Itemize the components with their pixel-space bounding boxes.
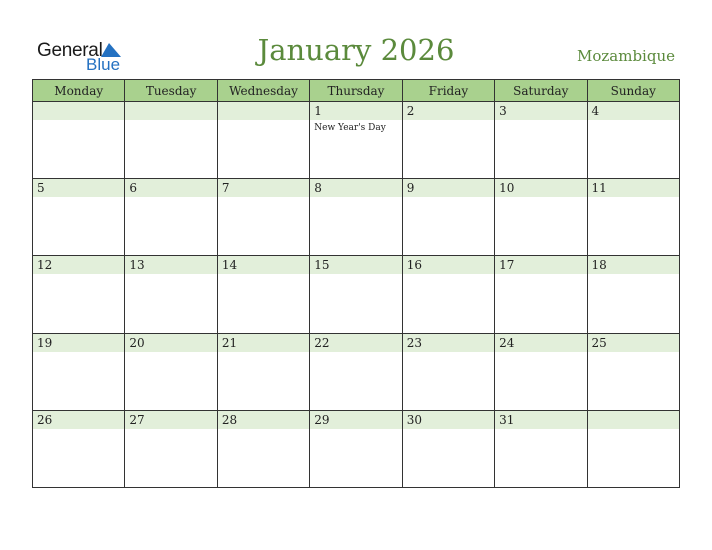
day-number: 29 [310, 411, 401, 429]
day-number: 27 [125, 411, 216, 429]
weekday-header: Thursday [310, 80, 402, 102]
day-number: 23 [403, 334, 494, 352]
day-cell [495, 410, 587, 487]
day-cell [402, 179, 494, 256]
day-number: 7 [218, 179, 309, 197]
calendar-title: January 2026 [257, 33, 455, 67]
day-cell [33, 410, 125, 487]
day-cell [217, 333, 309, 410]
day-cell [402, 102, 494, 179]
day-cell [217, 179, 309, 256]
day-number: 12 [33, 256, 124, 274]
day-cell [217, 102, 309, 179]
day-number: 9 [403, 179, 494, 197]
day-number: 18 [588, 256, 679, 274]
day-number: 1 [310, 102, 401, 120]
weekday-header: Friday [402, 80, 494, 102]
day-number [125, 102, 216, 120]
day-cell [310, 256, 402, 333]
day-number: 22 [310, 334, 401, 352]
day-number: 4 [588, 102, 679, 120]
day-number: 20 [125, 334, 216, 352]
day-cell [310, 179, 402, 256]
weekday-header-row [33, 80, 680, 102]
day-number: 30 [403, 411, 494, 429]
day-number: 11 [588, 179, 679, 197]
week-row [33, 333, 680, 410]
weekday-header: Tuesday [125, 80, 217, 102]
day-number: 13 [125, 256, 216, 274]
day-cell [125, 102, 217, 179]
day-number: 25 [588, 334, 679, 352]
day-number [33, 102, 124, 120]
day-number: 10 [495, 179, 586, 197]
day-number: 28 [218, 411, 309, 429]
weekday-header: Monday [33, 80, 125, 102]
day-number: 3 [495, 102, 586, 120]
day-cell [125, 256, 217, 333]
weekday-header: Sunday [587, 80, 679, 102]
day-number: 14 [218, 256, 309, 274]
day-cell [402, 410, 494, 487]
day-number: 2 [403, 102, 494, 120]
day-number: 15 [310, 256, 401, 274]
day-number: 21 [218, 334, 309, 352]
day-number: 24 [495, 334, 586, 352]
day-cell [495, 179, 587, 256]
holiday-label: New Year's Day [314, 123, 386, 133]
weekday-header: Wednesday [217, 80, 309, 102]
day-cell [587, 179, 679, 256]
weekday-header: Saturday [495, 80, 587, 102]
day-cell [33, 179, 125, 256]
day-cell [310, 333, 402, 410]
day-number: 26 [33, 411, 124, 429]
day-cell [217, 256, 309, 333]
day-number [588, 411, 679, 429]
country-label: Mozambique [577, 47, 675, 65]
day-number: 16 [403, 256, 494, 274]
day-cell [125, 410, 217, 487]
week-row [33, 256, 680, 333]
week-row [33, 410, 680, 487]
day-cell [217, 410, 309, 487]
calendar-grid [32, 79, 680, 488]
day-cell [587, 410, 679, 487]
day-cell [495, 256, 587, 333]
day-cell [587, 256, 679, 333]
week-row [33, 102, 680, 179]
day-cell [402, 256, 494, 333]
day-number [218, 102, 309, 120]
day-cell [33, 256, 125, 333]
day-cell [125, 333, 217, 410]
day-number: 19 [33, 334, 124, 352]
day-number: 8 [310, 179, 401, 197]
day-cell [495, 102, 587, 179]
day-cell [33, 333, 125, 410]
logo-text-blue: Blue [86, 55, 121, 74]
day-number: 31 [495, 411, 586, 429]
day-cell [587, 102, 679, 179]
day-cell [33, 102, 125, 179]
week-row [33, 179, 680, 256]
day-cell [125, 179, 217, 256]
logo-text-general: General [37, 40, 103, 61]
day-cell [587, 333, 679, 410]
day-cell [310, 410, 402, 487]
day-number: 17 [495, 256, 586, 274]
day-cell [310, 102, 402, 179]
day-cell [402, 333, 494, 410]
day-number: 5 [33, 179, 124, 197]
day-cell [495, 333, 587, 410]
day-number: 6 [125, 179, 216, 197]
